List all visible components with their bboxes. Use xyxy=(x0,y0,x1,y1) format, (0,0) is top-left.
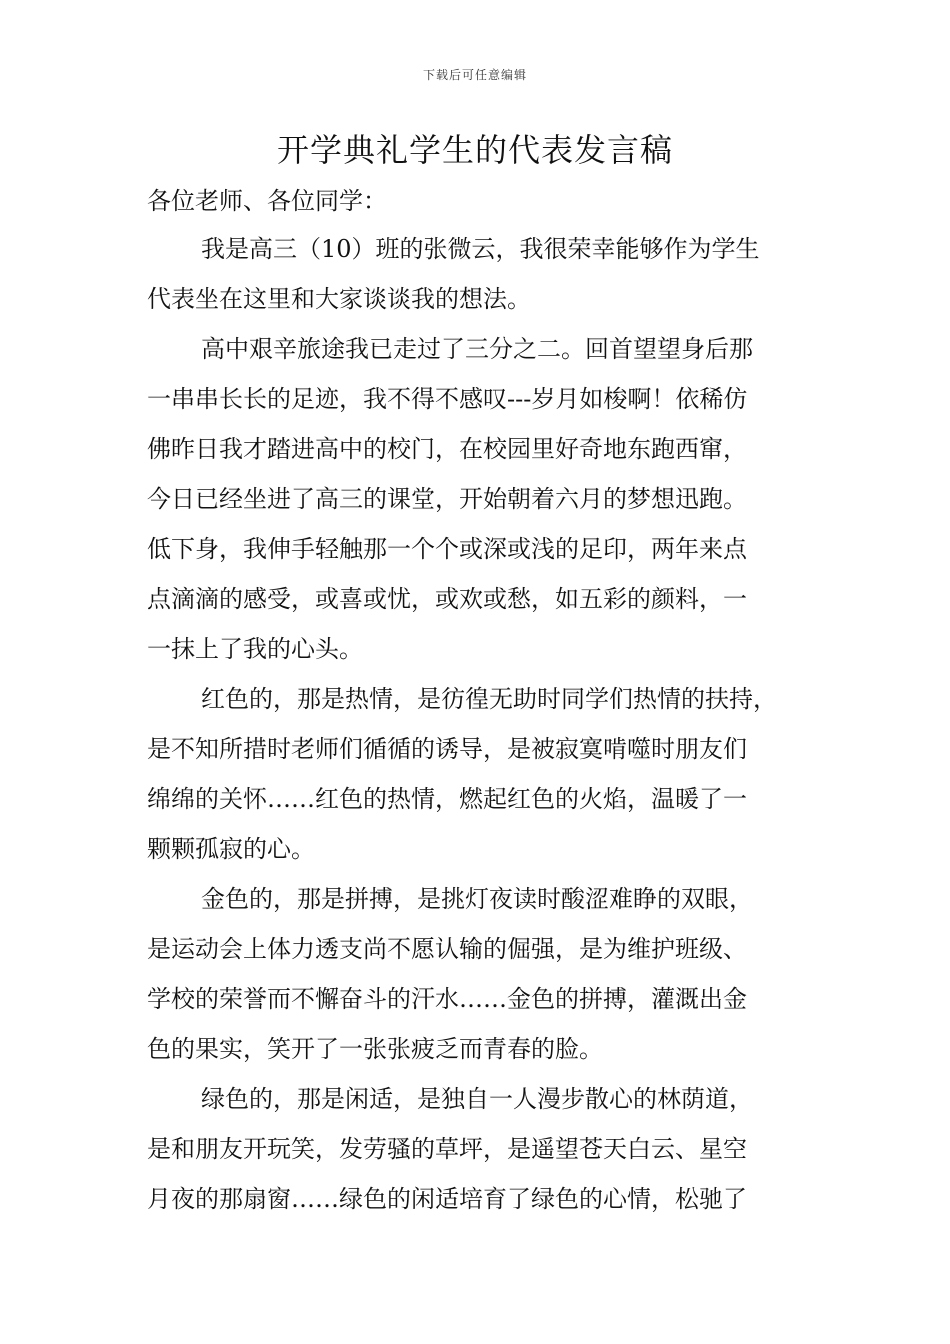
paragraph-4-line-2: 是运动会上体力透支尚不愿认输的倔强，是为维护班级、 xyxy=(147,935,747,963)
paragraph-2-line-3: 佛昨日我才踏进高中的校门，在校园里好奇地东跑西窜， xyxy=(147,435,747,463)
paragraph-5-line-3: 月夜的那扇窗……绿色的闲适培育了绿色的心情，松驰了 xyxy=(147,1185,747,1213)
paragraph-5-line-1: 绿色的，那是闲适，是独自一人漫步散心的林荫道， xyxy=(201,1085,753,1113)
paragraph-2-line-7: 一抹上了我的心头。 xyxy=(147,635,363,663)
paragraph-4-line-4: 色的果实，笑开了一张张疲乏而青春的脸。 xyxy=(147,1035,603,1063)
paragraph-3-line-1: 红色的，那是热情，是彷徨无助时同学们热情的扶持， xyxy=(201,685,777,713)
paragraph-2-line-5: 低下身，我伸手轻触那一个个或深或浅的足印，两年来点 xyxy=(147,535,747,563)
paragraph-3-line-3: 绵绵的关怀……红色的热情，燃起红色的火焰，温暖了一 xyxy=(147,785,747,813)
greeting-line: 各位老师、各位同学： xyxy=(147,187,387,215)
paragraph-1-line-1: 我是高三（10）班的张微云，我很荣幸能够作为学生 xyxy=(201,235,760,263)
paragraph-4-line-3: 学校的荣誉而不懈奋斗的汗水……金色的拼搏，灌溉出金 xyxy=(147,985,747,1013)
document-title: 开学典礼学生的代表发言稿 xyxy=(276,131,673,169)
paragraph-1-line-2: 代表坐在这里和大家谈谈我的想法。 xyxy=(147,285,531,313)
header-note: 下载后可任意编辑 xyxy=(422,68,527,82)
speech-body xyxy=(147,176,837,1224)
paragraph-5-line-2: 是和朋友开玩笑，发劳骚的草坪，是遥望苍天白云、星空 xyxy=(147,1135,747,1163)
paragraph-3-line-4: 颗颗孤寂的心。 xyxy=(147,835,315,863)
paragraph-3-line-2: 是不知所措时老师们循循的诱导，是被寂寞啃噬时朋友们 xyxy=(147,735,747,763)
paragraph-2-line-6: 点滴滴的感受，或喜或忧，或欢或愁，如五彩的颜料，一 xyxy=(147,585,747,613)
paragraph-2-line-2: 一串串长长的足迹，我不得不感叹---岁月如梭啊！依稀仿 xyxy=(147,385,748,413)
paragraph-2-line-1: 高中艰辛旅途我已走过了三分之二。回首望望身后那 xyxy=(201,335,753,363)
paragraph-2-line-4: 今日已经坐进了高三的课堂，开始朝着六月的梦想迅跑。 xyxy=(147,485,747,513)
paragraph-4-line-1: 金色的，那是拼搏，是挑灯夜读时酸涩难睁的双眼， xyxy=(201,885,753,913)
